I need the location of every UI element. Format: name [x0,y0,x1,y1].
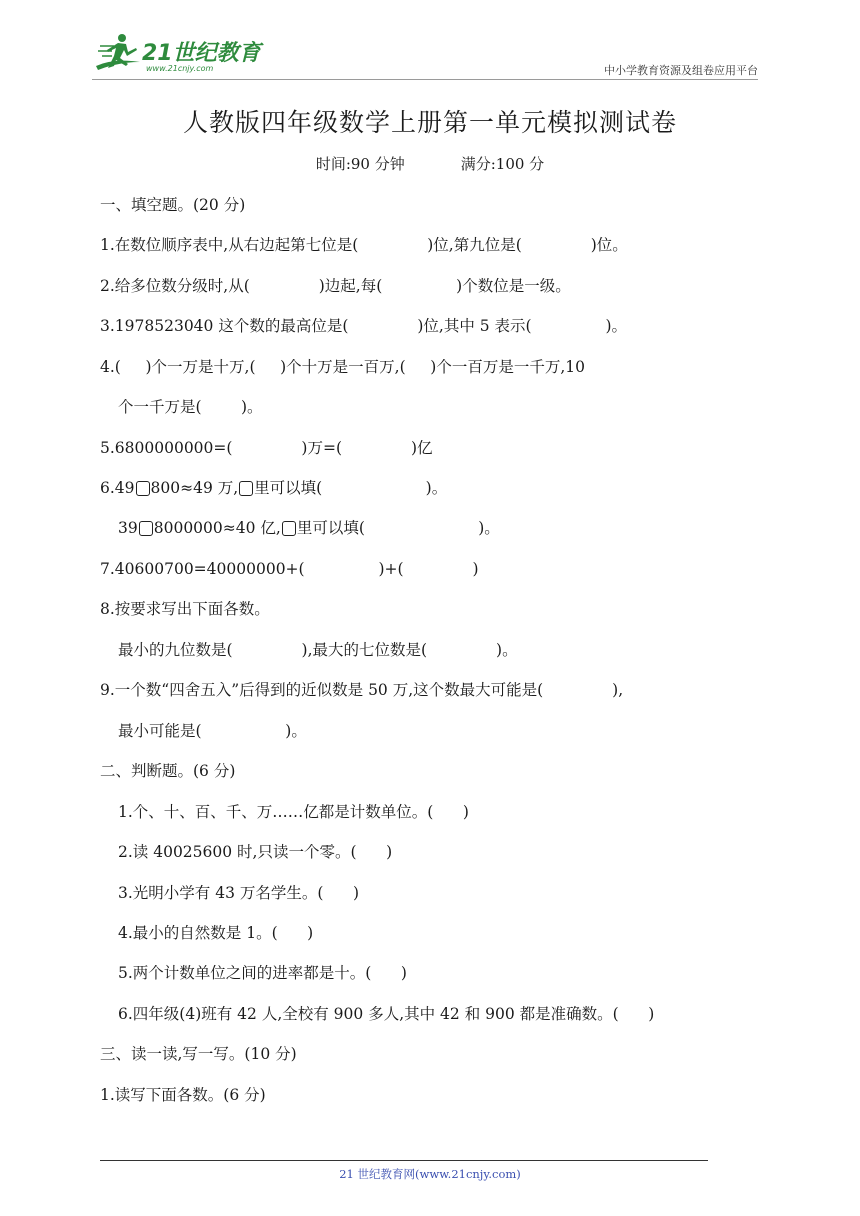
page-header [92,28,758,78]
judge-item-2: 2.读 40025600 时,只读一个零。( ) [118,843,393,861]
question-1-9a: 9.一个数“四舍五入”后得到的近似数是 50 万,这个数最大可能是( ), [100,681,624,699]
q6a-post: 里可以填( )。 [254,479,448,497]
question-1-6a [100,478,447,498]
question-1-4a: 4.( )个一万是十万,( )个十万是一百万,( )个一百万是一千万,10 [100,358,585,376]
judge-item-6: 6.四年级(4)班有 42 人,全校有 900 多人,其中 42 和 900 都是准确数。( ) [118,1005,655,1023]
judge-item-3: 3.光明小学有 43 万名学生。( ) [118,884,360,902]
question-1-1: 1.在数位顺序表中,从右边起第七位是( )位,第九位是( )位。 [100,236,628,254]
q6b-post: 里可以填( )。 [296,519,500,537]
exam-time: 时间:90 分钟 [315,155,405,173]
footer-divider [100,1160,708,1161]
question-1-6b [118,518,500,538]
page-footer: 21 世纪教育网(www.21cnjy.com) [339,1167,521,1181]
page-title: 人教版四年级数学上册第一单元模拟测试卷 [182,108,677,137]
section-2-heading: 二、判断题。(6 分) [100,762,236,780]
judge-item-1: 1.个、十、百、千、万……亿都是计数单位。( ) [118,803,469,821]
blank-box [282,521,296,536]
header-divider [92,79,758,80]
q6a-mid: 800≈49 万, [150,479,239,497]
blank-box [239,481,253,496]
header-tagline: 中小学教育资源及组卷应用平台 [604,64,758,77]
question-1-9b: 最小可能是( )。 [118,722,307,740]
logo-url: www.21cnjy.com [146,64,214,73]
judge-item-5: 5.两个计数单位之间的进率都是十。( ) [118,964,407,982]
q6a-pre: 6.49 [100,479,135,497]
section-1-heading: 一、填空题。(20 分) [100,196,246,214]
question-1-8a: 最小的九位数是( ),最大的七位数是( )。 [118,641,518,659]
exam-meta [0,153,860,174]
blank-box [139,521,153,536]
section-3-heading: 三、读一读,写一写。(10 分) [100,1045,297,1063]
blank-box [136,481,150,496]
judge-item-4: 4.最小的自然数是 1。( ) [118,924,314,942]
q6b-mid: 8000000≈40 亿, [153,519,281,537]
question-1-2: 2.给多位数分级时,从( )边起,每( )个数位是一级。 [100,277,571,295]
question-1-3: 3.1978523040 这个数的最高位是( )位,其中 5 表示( )。 [100,317,628,335]
question-3-1: 1.读写下面各数。(6 分) [100,1086,266,1104]
question-1-8: 8.按要求写出下面各数。 [100,600,270,618]
exam-score: 满分:100 分 [460,155,545,173]
logo-text: 21世纪教育 [142,41,261,66]
question-1-4b: 个一千万是( )。 [118,398,263,416]
question-1-7: 7.40600700=40000000+( )+( ) [100,560,479,578]
q6b-pre: 39 [118,519,138,537]
site-logo [92,28,272,78]
runner-icon [92,32,144,76]
question-1-5: 5.6800000000=( )万=( )亿 [100,439,433,457]
